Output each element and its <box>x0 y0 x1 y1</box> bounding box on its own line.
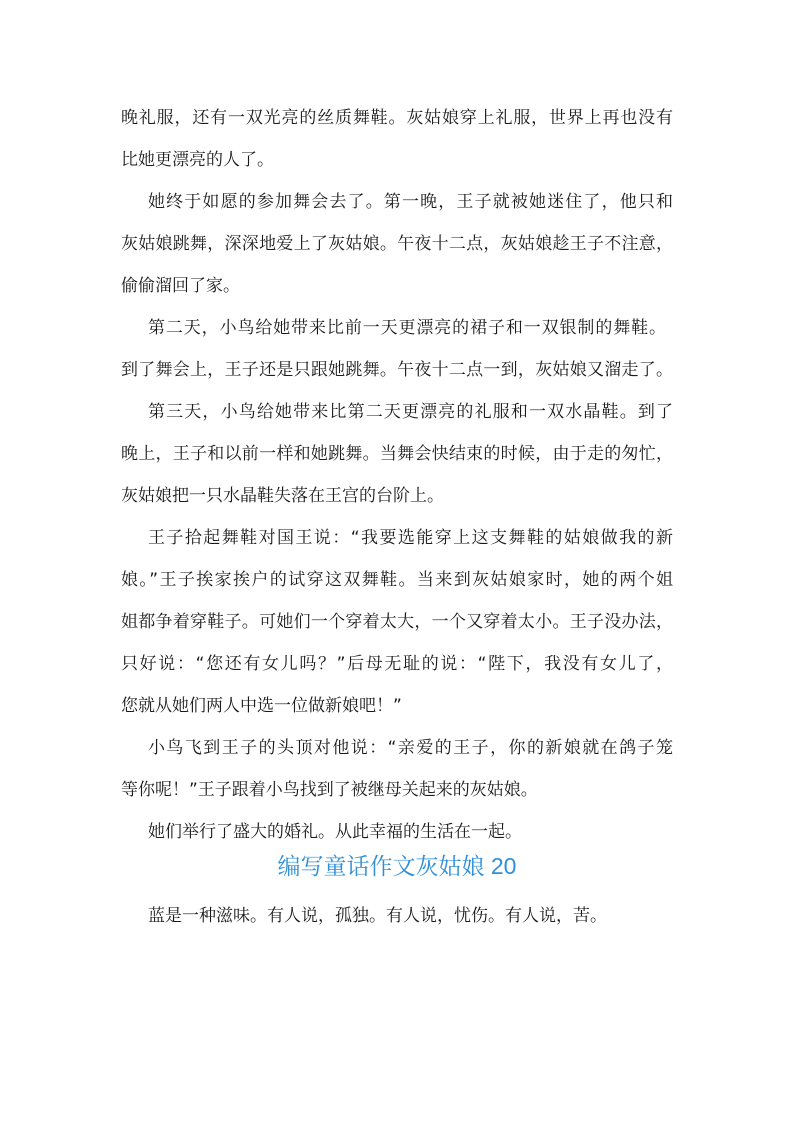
paragraph-line: 晚礼服，还有一双光亮的丝质舞鞋。灰姑娘穿上礼服，世界上再也没有 <box>121 108 673 128</box>
paragraph-line: 她终于如愿的参加舞会去了。第一晚，王子就被她迷住了，他只和 <box>148 192 673 212</box>
section-heading: 编写童话作文灰姑娘 20 <box>277 853 517 879</box>
paragraph-line: 第三天，小鸟给她带来比第二天更漂亮的礼服和一双水晶鞋。到了 <box>148 402 673 422</box>
paragraph-line: 小鸟飞到王子的头顶对他说：“亲爱的王子，你的新娘就在鸽子笼 <box>148 738 673 758</box>
paragraph-line: 灰姑娘跳舞，深深地爱上了灰姑娘。午夜十二点，灰姑娘趁王子不注意， <box>121 234 673 254</box>
paragraph-line: 到了舞会上，王子还是只跟她跳舞。午夜十二点一到，灰姑娘又溜走了。 <box>121 360 673 380</box>
paragraph-line: 晚上，王子和以前一样和她跳舞。当舞会快结束的时候，由于走的匆忙， <box>121 444 673 464</box>
paragraph-line: 您就从她们两人中选一位做新娘吧！” <box>121 696 402 716</box>
paragraph-line: 等你呢！”王子跟着小鸟找到了被继母关起来的灰姑娘。 <box>121 780 538 800</box>
paragraph-line: 王子拾起舞鞋对国王说：“我要选能穿上这支舞鞋的姑娘做我的新 <box>148 528 673 548</box>
paragraph-line: 蓝是一种滋味。有人说，孤独。有人说，忧伤。有人说，苦。 <box>148 906 607 926</box>
paragraph-line: 偷偷溜回了家。 <box>121 276 240 296</box>
paragraph-line: 娘。”王子挨家挨户的试穿这双舞鞋。当来到灰姑娘家时，她的两个姐 <box>121 570 673 590</box>
paragraph-line: 姐都争着穿鞋子。可她们一个穿着太大，一个又穿着太小。王子没办法， <box>121 612 673 632</box>
paragraph-line: 她们举行了盛大的婚礼。从此幸福的生活在一起。 <box>148 822 522 842</box>
paragraph-line: 比她更漂亮的人了。 <box>121 150 274 170</box>
paragraph-line: 第二天，小鸟给她带来比前一天更漂亮的裙子和一双银制的舞鞋。 <box>148 318 666 338</box>
paragraph-line: 灰姑娘把一只水晶鞋失落在王宫的台阶上。 <box>121 486 444 506</box>
paragraph-line: 只好说：“您还有女儿吗？”后母无耻的说：“陛下，我没有女儿了， <box>121 654 673 674</box>
